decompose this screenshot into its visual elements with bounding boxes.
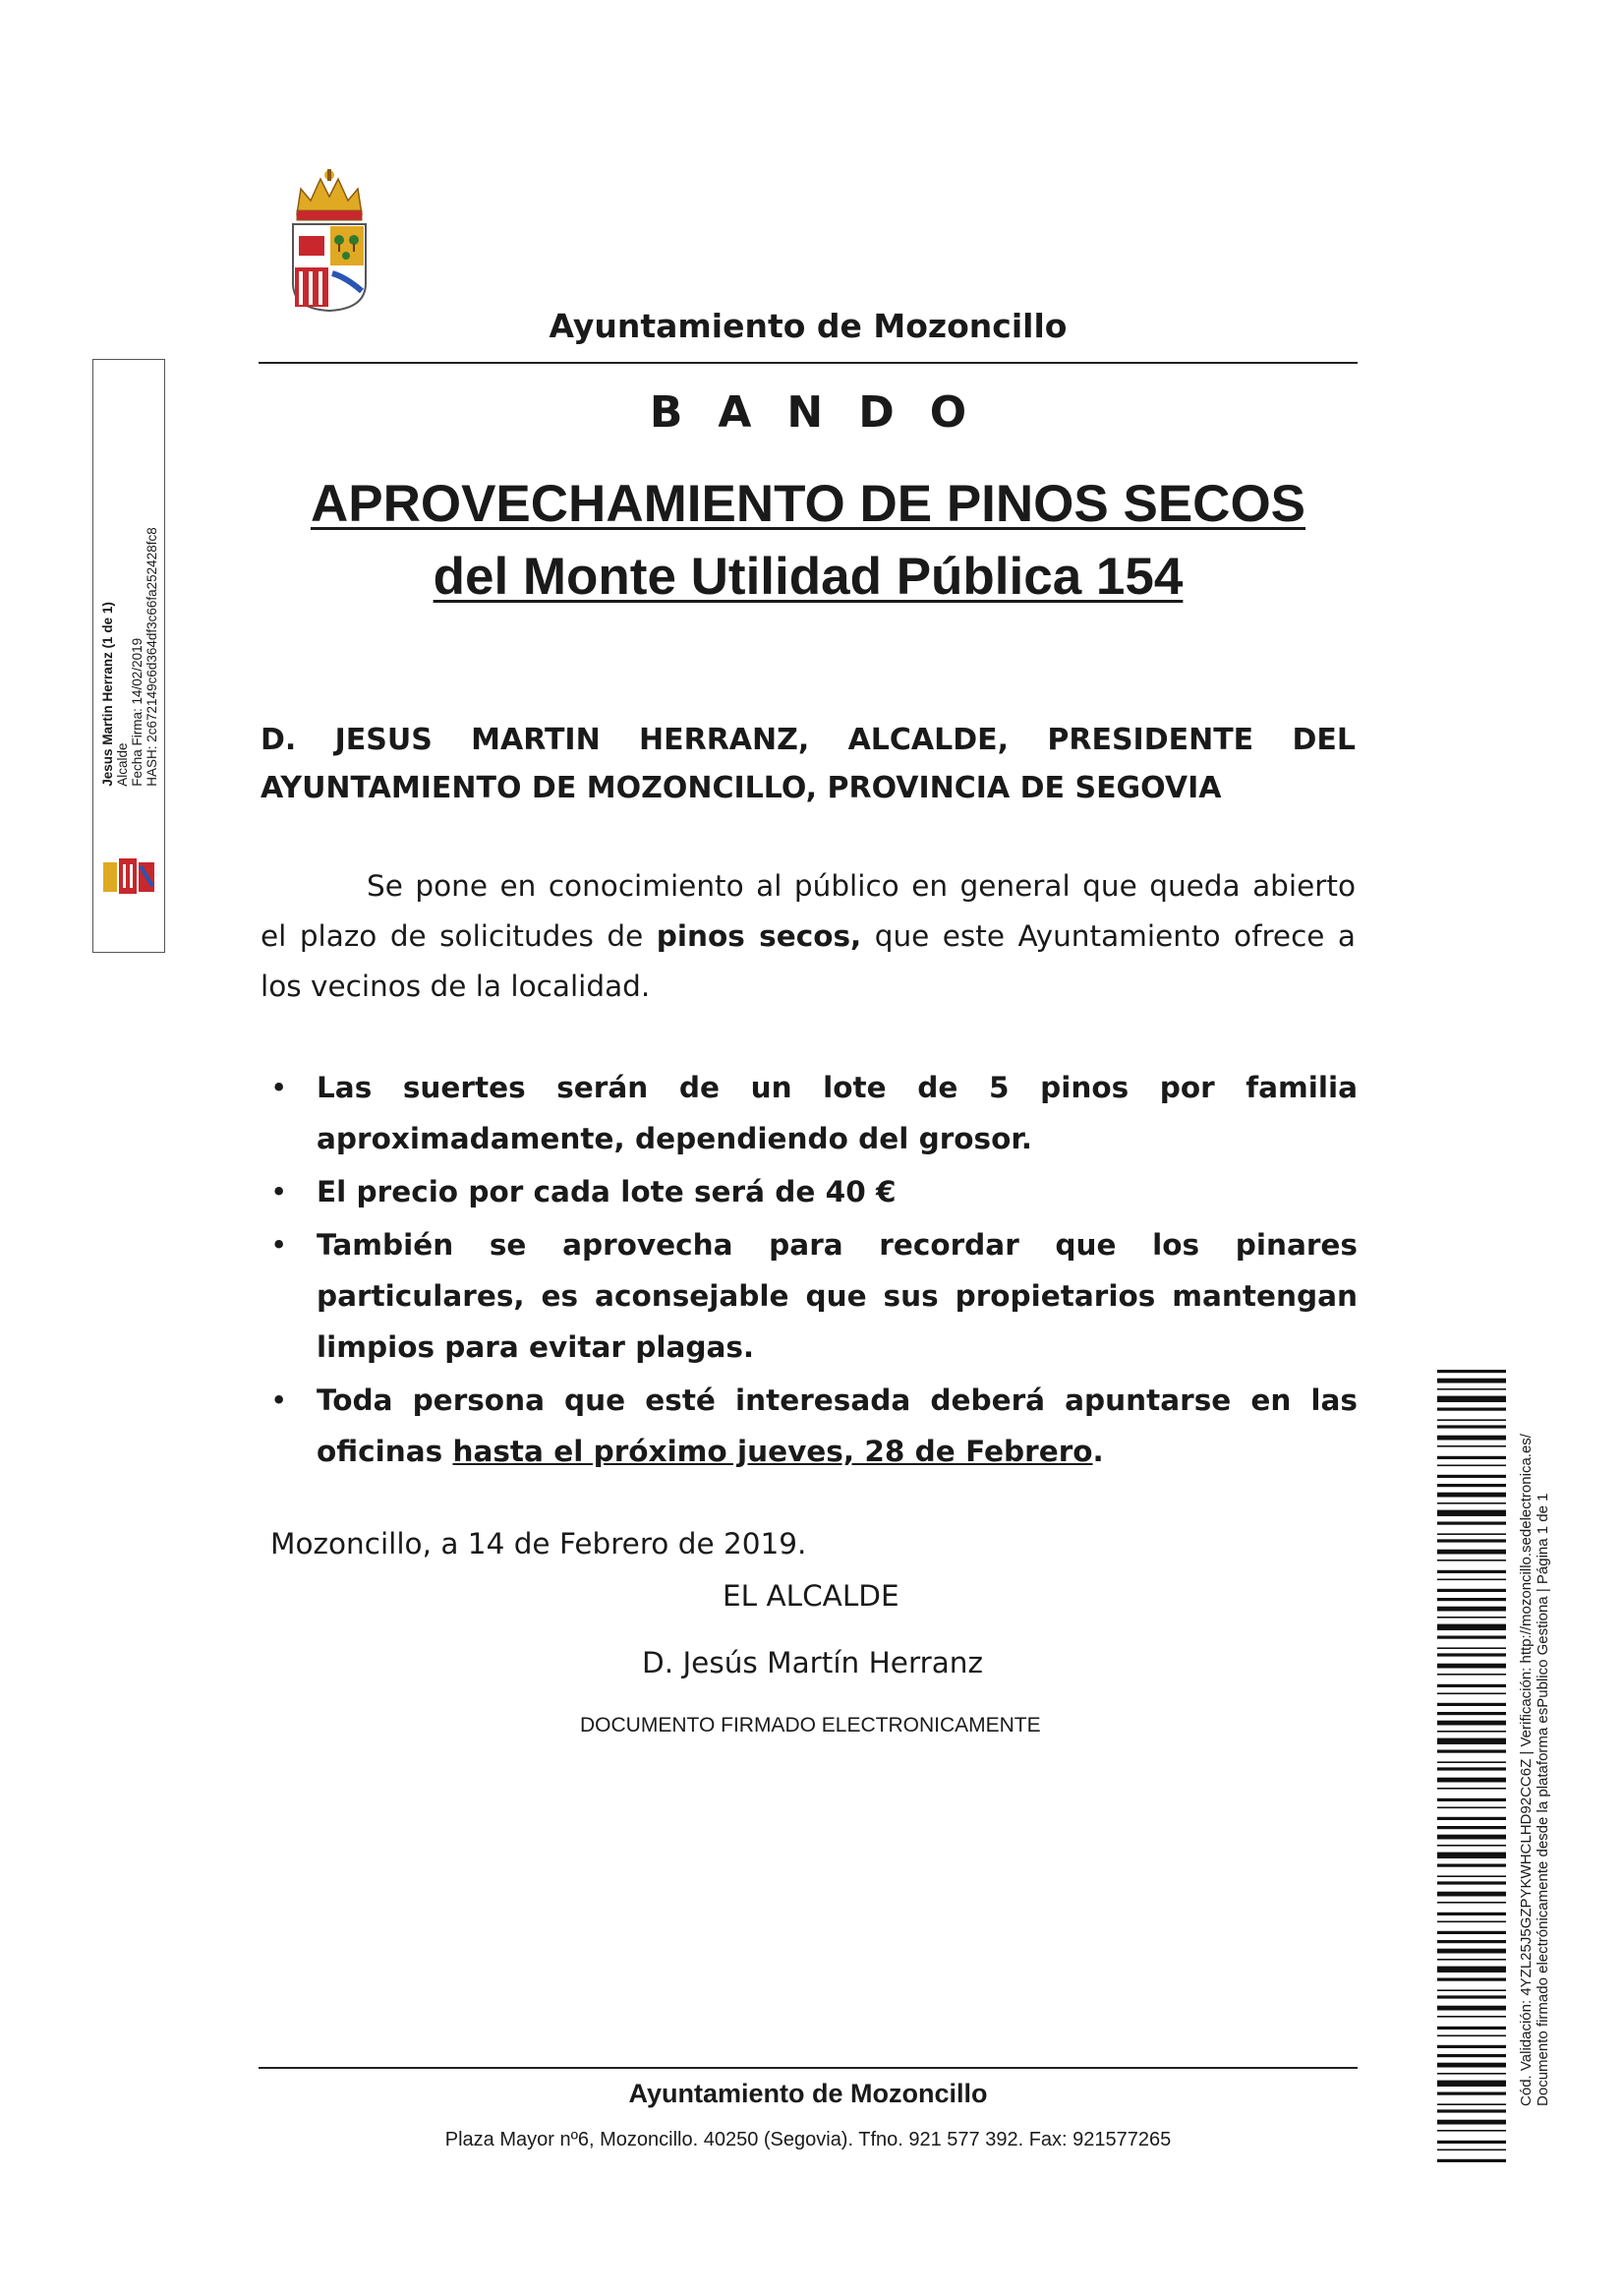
header-organization: Ayuntamiento de Mozoncillo	[549, 307, 1068, 345]
electronic-signature-note: DOCUMENTO FIRMADO ELECTRONICAMENTE	[580, 1714, 1041, 1737]
footer-divider	[259, 2067, 1358, 2069]
barcode-icon	[1437, 1370, 1506, 2166]
header-divider	[259, 362, 1358, 364]
verification-line2: Documento firmado electrónicamente desde la plataforma esPublico Gestiona | Página 1 de 1	[1535, 1493, 1551, 2106]
verification-text	[1518, 1434, 1551, 2106]
signer-role: EL ALCALDE	[723, 1579, 899, 1613]
signer-name: D. Jesús Martín Herranz	[642, 1646, 983, 1679]
list-item	[261, 1219, 1358, 1373]
place-and-date: Mozoncillo, a 14 de Febrero de 2019.	[270, 1527, 807, 1560]
announcement-paragraph	[261, 861, 1356, 1012]
verification-line1: Cód. Validación: 4YZL25J5GZPYKWHCLHD92CC6Z | Verificación: http://mozoncillo.sedelectronica.es/	[1518, 1434, 1535, 2106]
list-item	[261, 1166, 1358, 1217]
bullet-icon: •	[270, 1383, 288, 1417]
document-title-line2: del Monte Utilidad Pública 154	[433, 548, 1184, 606]
municipality-mini-logo	[101, 856, 158, 896]
list-item-text-end: .	[1092, 1435, 1104, 1468]
conditions-list	[261, 1062, 1358, 1479]
document-kind: BANDO	[649, 387, 1003, 438]
list-item	[261, 1062, 1358, 1164]
list-item-text: También se aprovecha para recordar que los pinares particulares, es aconsejable que sus propietarios mantengan limpios para evitar plagas.	[317, 1228, 1358, 1364]
signature-name: Jesus Martin Herranz (1 de 1)	[100, 602, 115, 787]
bullet-icon: •	[270, 1228, 288, 1262]
list-item-text: Las suertes serán de un lote de 5 pinos por familia aproximadamente, dependiendo del grosor.	[317, 1071, 1358, 1155]
list-item-text: El precio por cada lote será de 40 €	[317, 1175, 897, 1208]
issuer-intro-line2: AYUNTAMIENTO DE MOZONCILLO, PROVINCIA DE SEGOVIA	[261, 771, 1222, 805]
signature-hash: HASH: 2c672149c6d364df3c66fa252428fc8	[145, 527, 159, 787]
paragraph-text-after: que este Ayuntamiento ofrece a los vecinos de la localidad.	[261, 919, 1356, 1003]
issuer-intro-line1: D. JESUS MARTIN HERRANZ, ALCALDE, PRESIDENTE DEL	[261, 723, 1356, 757]
issuer-intro	[261, 716, 1356, 812]
document-title-line1: APROVECHAMIENTO DE PINOS SECOS	[310, 475, 1306, 533]
deadline-text: hasta el próximo jueves, 28 de Febrero	[452, 1435, 1093, 1468]
footer-organization: Ayuntamiento de Mozoncillo	[628, 2079, 988, 2108]
signature-date: Fecha Firma: 14/02/2019	[130, 637, 145, 787]
paragraph-emphasis: pinos secos,	[656, 919, 862, 953]
signature-stamp-text	[100, 527, 159, 786]
paragraph-text-before: Se pone en conocimiento al público en general que queda abierto el plazo de solicitudes de	[261, 869, 1356, 953]
footer-address: Plaza Mayor nº6, Mozoncillo. 40250 (Segovia). Tfno. 921 577 392. Fax: 921577265	[444, 2129, 1172, 2150]
list-item-text: Toda persona que esté interesada deberá apuntarse en las oficinas	[317, 1383, 1358, 1468]
list-item	[261, 1375, 1358, 1477]
signature-stamp	[92, 359, 165, 953]
bullet-icon: •	[270, 1071, 288, 1104]
signature-role: Alcalde	[115, 742, 130, 787]
coat-of-arms-logo	[287, 167, 372, 313]
bullet-icon: •	[270, 1175, 288, 1208]
